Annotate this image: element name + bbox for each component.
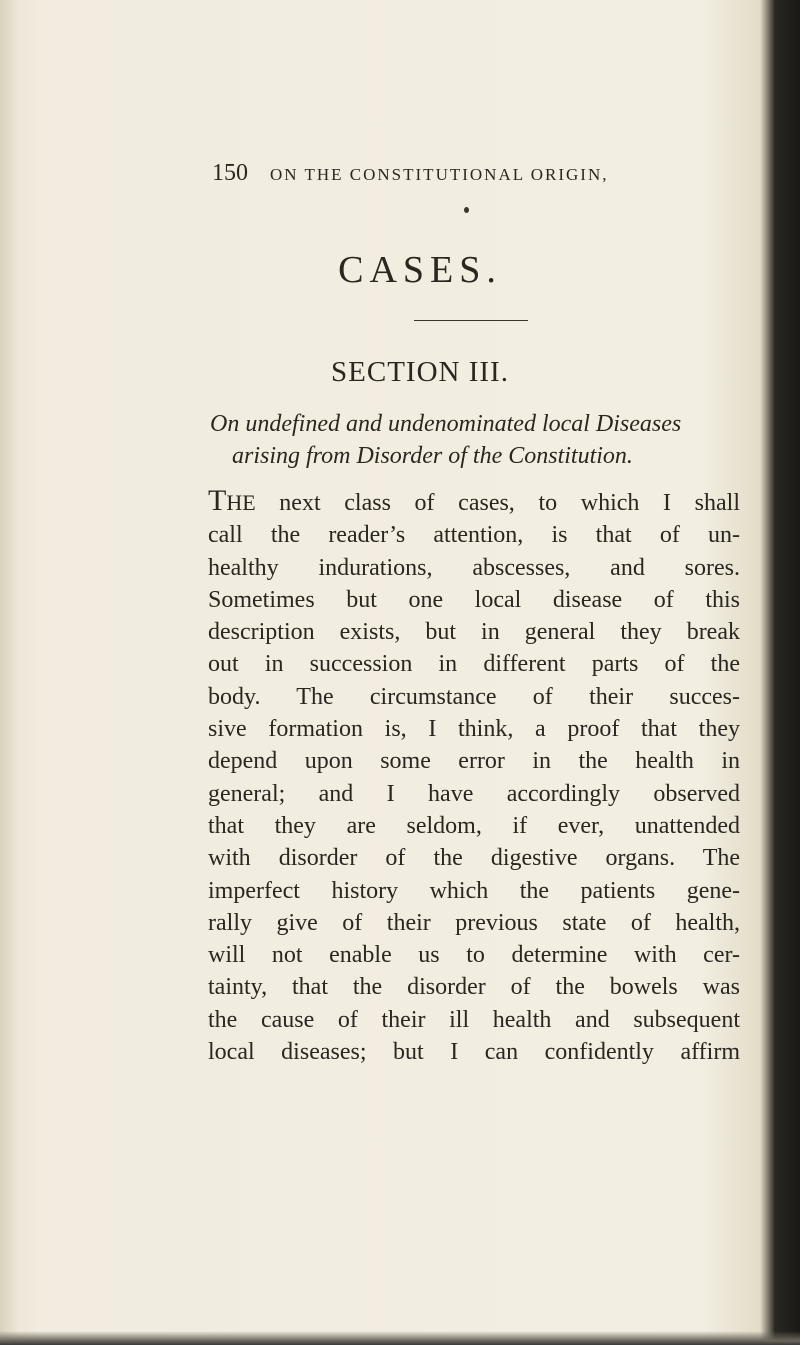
section-subtitle — [210, 408, 750, 472]
subtitle-line-2: arising from Disorder of the Constitution. — [232, 443, 633, 469]
opening-small-caps: HE — [226, 490, 256, 515]
running-title: ON THE CONSTITUTIONAL ORIGIN, — [270, 165, 609, 184]
body-line: body. The circumstance of their succes- — [208, 683, 740, 710]
body-line: Sometimes but one local disease of this — [208, 586, 740, 613]
chapter-title: CASES. — [338, 249, 502, 291]
body-text — [208, 485, 740, 1068]
body-line: sive formation is, I think, a proof that they — [208, 716, 740, 743]
body-line: the cause of their ill health and subsequent — [208, 1006, 740, 1033]
title-rule — [414, 320, 528, 321]
page-bottom-edge — [0, 1331, 800, 1345]
body-line: description exists, but in general they break — [208, 619, 740, 646]
subtitle-line-1: On undefined and undenominated local Diseases — [210, 411, 682, 437]
body-line: local diseases; but I can confidently affirm — [208, 1039, 740, 1066]
body-line: rally give of their previous state of health, — [208, 909, 740, 936]
body-line-1 — [208, 485, 740, 519]
opening-capital: T — [208, 484, 227, 517]
body-line: call the reader’s attention, is that of un- — [208, 522, 740, 549]
body-line: that they are seldom, if ever, unattended — [208, 812, 740, 839]
body-line: out in succession in different parts of the — [208, 651, 740, 678]
ink-dot — [464, 207, 469, 213]
body-line: will not enable us to determine with cer- — [208, 942, 740, 969]
body-line: general; and I have accordingly observed — [208, 780, 740, 807]
body-line: imperfect history which the patients gene- — [208, 877, 740, 904]
body-line-1-text: next class of cases, to which I shall — [255, 490, 740, 516]
body-line: depend upon some error in the health in — [208, 748, 740, 775]
running-header — [212, 160, 732, 187]
page-number: 150 — [212, 160, 248, 186]
section-heading: SECTION III. — [331, 356, 509, 388]
body-line: with disorder of the digestive organs. The — [208, 845, 740, 872]
page-gutter-shadow — [0, 0, 18, 1345]
body-line: healthy indurations, abscesses, and sores. — [208, 554, 740, 581]
body-line: tainty, that the disorder of the bowels was — [208, 974, 740, 1001]
